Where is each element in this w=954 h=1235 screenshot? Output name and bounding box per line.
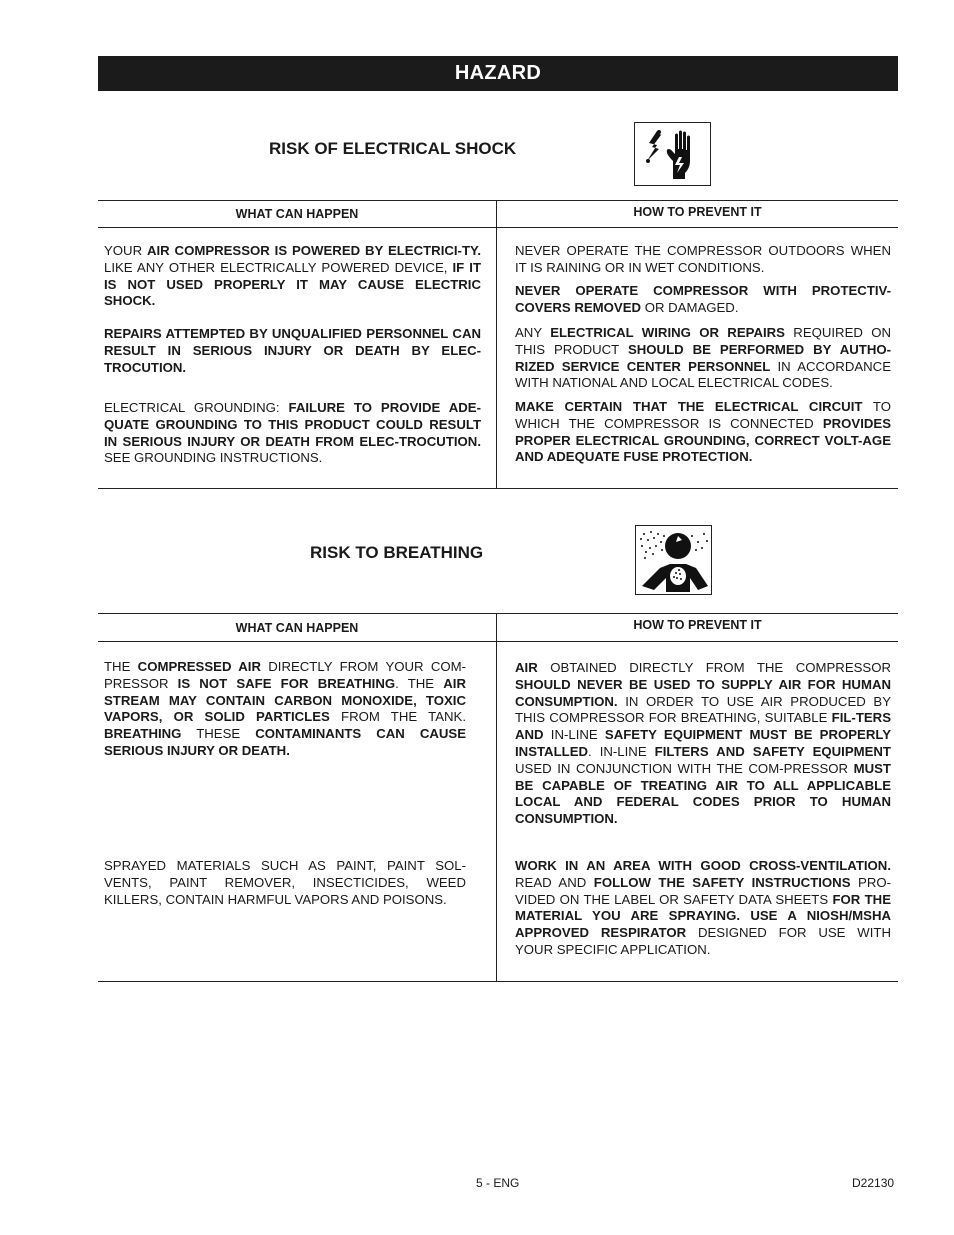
respiratory-hazard-icon xyxy=(635,525,712,595)
bold-text-run: MAKE CERTAIN THAT THE ELECTRICAL CIRCUIT xyxy=(515,399,863,414)
bold-text-run: ELECTRICAL WIRING OR REPAIRS xyxy=(550,325,785,340)
bold-text-run: FOR THE MATERIAL YOU ARE SPRAYING. USE A NIOSH/MSHA APPROVED RESPIRATOR xyxy=(515,891,891,941)
bold-text-run: MUST BE CAPABLE OF TREATING AIR TO ALL APPLICABLE LOCAL AND FEDERAL CODES PRIOR TO HUMAN CONSUMPTION. xyxy=(515,760,891,827)
bold-text-run: AIR xyxy=(515,660,538,675)
bold-text-run: PROVIDES PROPER ELECTRICAL GROUNDING, CORRECT VOLT-AGE AND ADEQUATE FUSE PROTECTION. xyxy=(515,415,891,465)
hazard-text xyxy=(104,326,481,376)
header-how-to-prevent: HOW TO PREVENT IT xyxy=(633,205,762,219)
column-divider xyxy=(496,614,497,981)
bold-text-run: FAILURE TO PROVIDE ADE-QUATE GROUNDING TO THIS PRODUCT COULD RESULT IN SERIOUS INJURY OR DEATH FROM ELEC-TROCUTION. xyxy=(104,400,481,449)
text-run: IN-LINE xyxy=(543,727,605,743)
breathing-table xyxy=(98,613,898,982)
electrical-shock-table xyxy=(98,200,898,489)
page-number: 5 - ENG xyxy=(476,1176,520,1190)
bold-text-run: BREATHING xyxy=(104,726,182,742)
bold-text-run: NEVER OPERATE COMPRESSOR WITH PROTECTIV-COVERS REMOVED xyxy=(515,283,891,315)
text-run: DESIGNED FOR USE WITH YOUR SPECIFIC APPLICATION. xyxy=(515,925,891,957)
bold-text-run: REPAIRS ATTEMPTED BY UNQUALIFIED PERSONNEL CAN RESULT IN SERIOUS INJURY OR DEATH BY ELEC-TROCUTION. xyxy=(104,326,481,375)
text-run: REQUIRED ON THIS PRODUCT xyxy=(515,325,892,357)
bold-text-run: FIL-TERS AND xyxy=(515,710,891,743)
bold-text-run: SAFETY EQUIPMENT MUST BE PROPERLY INSTALLED xyxy=(515,727,891,759)
text-run: IN ACCORDANCE WITH NATIONAL AND LOCAL ELECTRICAL CODES. xyxy=(515,358,891,391)
text-run: . THE xyxy=(395,675,444,691)
header-what-can-happen: WHAT CAN HAPPEN xyxy=(235,207,359,221)
column-divider xyxy=(496,201,497,488)
header-what-can-happen: WHAT CAN HAPPEN xyxy=(235,621,359,635)
header-divider xyxy=(98,641,898,642)
bold-text-run: CONTAMINANTS CAN CAUSE SERIOUS INJURY OR DEATH. xyxy=(104,726,466,758)
prevention-text xyxy=(515,283,891,317)
hazard-banner: HAZARD xyxy=(98,56,898,91)
text-run: ELECTRICAL GROUNDING: xyxy=(104,400,289,415)
prevention-text xyxy=(515,660,891,828)
document-code: D22130 xyxy=(852,1176,895,1190)
bold-text-run: AIR STREAM MAY CONTAIN CARBON MONOXIDE, TOXIC VAPORS, OR SOLID PARTICLES xyxy=(104,675,466,725)
bold-text-run: IS NOT SAFE FOR BREATHING xyxy=(177,675,396,691)
bold-text-run: AIR COMPRESSOR IS POWERED BY ELECTRICI-TY. xyxy=(146,243,481,258)
bold-text-run: IF IT IS NOT USED PROPERLY IT MAY CAUSE ELECTRIC SHOCK. xyxy=(104,259,481,309)
electrical-shock-hand-icon xyxy=(634,122,711,186)
bold-text-run: WORK IN AN AREA WITH GOOD CROSS-VENTILATION. xyxy=(515,858,891,873)
text-run: IN ORDER TO USE AIR PRODUCED BY THIS COMPRESSOR FOR BREATHING, SUITABLE xyxy=(515,693,891,726)
bold-text-run: COMPRESSED AIR xyxy=(137,659,261,674)
text-run: THE xyxy=(104,659,138,674)
text-run: READ AND xyxy=(515,874,594,890)
text-run: ANY xyxy=(515,325,551,340)
section-title-breathing: RISK TO BREATHING xyxy=(310,543,484,562)
hazard-text xyxy=(104,858,466,908)
text-run: OBTAINED DIRECTLY FROM THE COMPRESSOR xyxy=(537,660,891,675)
bold-text-run: FOLLOW THE SAFETY INSTRUCTIONS xyxy=(593,874,851,890)
text-run: OR DAMAGED. xyxy=(641,299,739,315)
text-run: PRO-VIDED ON THE LABEL OR SAFETY DATA SHEETS xyxy=(515,874,891,907)
text-run: YOUR xyxy=(104,243,147,258)
text-run: LIKE ANY OTHER ELECTRICALLY POWERED DEVICE, xyxy=(104,259,453,275)
text-run: . IN-LINE xyxy=(588,743,655,759)
text-run: USED IN CONJUNCTION WITH THE COM-PRESSOR xyxy=(515,760,854,776)
hazard-text xyxy=(104,400,481,467)
text-run: SEE GROUNDING INSTRUCTIONS. xyxy=(104,450,323,466)
prevention-text xyxy=(515,243,891,277)
hazard-text xyxy=(104,243,481,310)
text-run: TO WHICH THE COMPRESSOR IS CONNECTED xyxy=(515,399,891,431)
prevention-text xyxy=(515,399,891,466)
text-run: DIRECTLY FROM YOUR COM-PRESSOR xyxy=(104,659,466,691)
prevention-text xyxy=(515,325,891,392)
prevention-text xyxy=(515,858,891,959)
bold-text-run: SHOULD NEVER BE USED TO SUPPLY AIR FOR HUMAN CONSUMPTION. xyxy=(515,676,891,709)
header-divider xyxy=(98,227,898,228)
text-run: NEVER OPERATE THE COMPRESSOR OUTDOORS WHEN IT IS RAINING OR IN WET CONDITIONS. xyxy=(515,243,891,275)
bold-text-run: FILTERS AND SAFETY EQUIPMENT xyxy=(654,743,891,759)
text-run: FROM THE TANK. xyxy=(329,709,466,725)
section-title-electrical-shock: RISK OF ELECTRICAL SHOCK xyxy=(269,139,517,158)
hazard-text xyxy=(104,659,466,760)
text-run: SPRAYED MATERIALS SUCH AS PAINT, PAINT SOL-VENTS, PAINT REMOVER, INSECTICIDES, WEED KILLERS, CONTAIN HARMFUL VAPORS AND POISONS. xyxy=(104,858,466,907)
text-run: THESE xyxy=(181,726,256,742)
header-how-to-prevent: HOW TO PREVENT IT xyxy=(633,618,762,632)
bold-text-run: SHOULD BE PERFORMED BY AUTHO-RIZED SERVICE CENTER PERSONNEL xyxy=(515,341,891,374)
